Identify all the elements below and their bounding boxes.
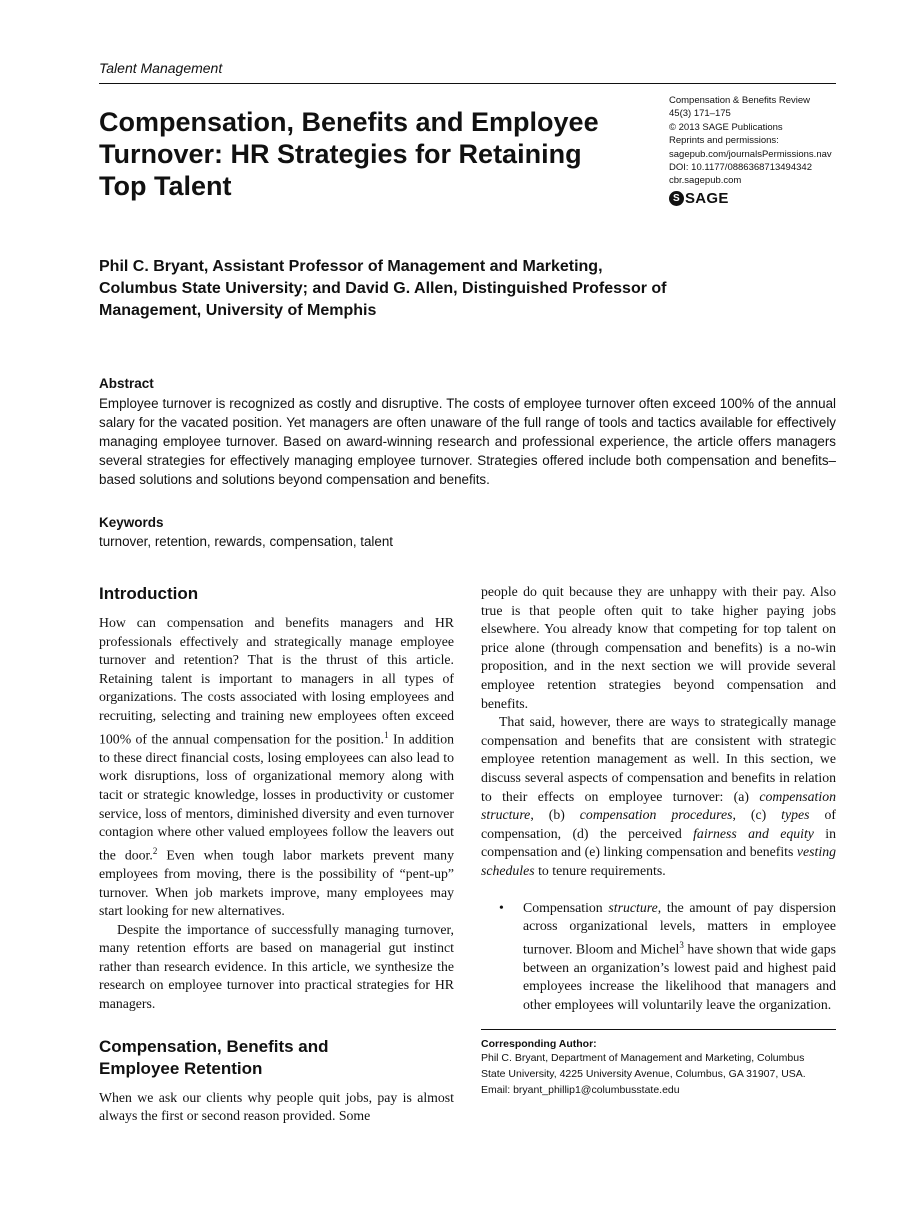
journal-info [669, 94, 832, 188]
p2-text-f: to tenure requirements. [534, 862, 666, 878]
corresponding-author-heading: Corresponding Author: [481, 1037, 597, 1050]
intro-p1-text-b: In addition to these direct financial costs, losing employees can also lead to work disruptions, loss of organizational memory along with tacit or strategic knowledge, losses in productivity or customer service, loss of mentors, diminished diversity and even turnover contagion where other valued employees follow the leavers out the door. [99, 731, 454, 863]
bullet-text [523, 899, 836, 1015]
compensation-heading-line-2: Employee Retention [99, 1058, 263, 1078]
abstract-heading: Abstract [99, 376, 154, 391]
p2-text-a: That said, however, there are ways to strategically manage compensation and benefits that are consistent with strategic employee retention management as well. In this section, we discuss several aspects of compensation and benefits in relation to their effects on employee turnover: (a) [481, 714, 836, 804]
title-line-1: Compensation, Benefits and Employee [99, 107, 599, 137]
compensation-heading [99, 1036, 454, 1080]
bullet-text-b: , the amount of pay dispersion across organizational levels, matters in employee turnover. Bloom and Michel [523, 899, 836, 957]
sage-logo-icon: S [669, 191, 684, 206]
bullet-text-a: Compensation [523, 899, 609, 915]
right-column [481, 583, 836, 1098]
intro-paragraph-2: Despite the importance of successfully managing turnover, many retention efforts are based on managerial gut instinct rather than research evidence. In this article, we synthesize the research on employee turnover into practical strategies for HR managers. [99, 921, 454, 1012]
journal-doi[interactable]: DOI: 10.1177/0886368713494342 [669, 162, 812, 174]
section-label: Talent Management [99, 60, 223, 76]
journal-url[interactable]: cbr.sagepub.com [669, 175, 742, 187]
p2-text-e: in compensation and (e) linking compensation and benefits [481, 825, 837, 860]
p2-text-c: , (c) [732, 807, 782, 823]
header-divider [99, 83, 836, 84]
keywords-heading: Keywords [99, 515, 164, 530]
footnote-divider [481, 1029, 836, 1030]
author-line-1: Phil C. Bryant, Assistant Professor of Management and Marketing, [99, 258, 603, 275]
journal-volume: 45(3) 171–175 [669, 108, 731, 120]
author-line-3: Management, University of Memphis [99, 302, 377, 319]
p2-text-d: of compensation, (d) the perceived [481, 807, 836, 841]
footnote-ref-1[interactable]: 1 [384, 729, 389, 740]
author-block [99, 256, 799, 322]
corresponding-line-1: Phil C. Bryant, Department of Management and Marketing, Columbus [481, 1051, 805, 1064]
right-paragraph-1: people do quit because they are unhappy with their pay. Also true is that people often quit to take higher paying jobs elsewhere. You already know that competing for top talent on price alone (through compensation and benefits) is a no-win proposition, and in the next section we will provide several employee retention strategies beyond compensation and benefits. [481, 584, 836, 711]
intro-p1-text-c: Even when tough labor markets prevent many employees from moving, there is the possibility of “pent-up” turnover. When job markets improve, many employees may start looking for new alternatives. [99, 847, 454, 919]
footnote-ref-3[interactable]: 3 [679, 939, 684, 950]
title-line-2: Turnover: HR Strategies for Retaining [99, 139, 582, 169]
left-column [99, 583, 454, 1126]
p2-italic-structure: compensation structure [481, 788, 836, 823]
p2-italic-vesting: vesting schedules [481, 844, 836, 878]
journal-copyright: © 2013 SAGE Publications [669, 121, 783, 133]
footnote-ref-2[interactable]: 2 [152, 845, 158, 856]
sage-logo [669, 190, 729, 207]
corresponding-author-details [481, 1050, 836, 1098]
bullet-icon: • [499, 899, 504, 915]
introduction-heading: Introduction [99, 584, 199, 603]
journal-permissions-label: Reprints and permissions: [669, 135, 779, 147]
p2-italic-fairness: fairness and equity [693, 825, 814, 841]
p2-italic-types: types [781, 807, 810, 823]
compensation-heading-line-1: Compensation, Benefits and [99, 1036, 329, 1056]
journal-permissions-link[interactable]: sagepub.com/journalsPermissions.nav [669, 148, 832, 160]
corresponding-email[interactable]: Email: bryant_phillip1@columbusstate.edu [481, 1083, 680, 1096]
p2-italic-procedures: compensation procedures [579, 807, 733, 823]
compensation-paragraph-1: When we ask our clients why people quit jobs, pay is almost always the first or second reason provided. Some [99, 1089, 454, 1124]
author-line-2: Columbus State University; and David G. Allen, Distinguished Professor of [99, 280, 667, 297]
bullet-italic-structure: structure [608, 899, 658, 915]
sage-logo-text: SAGE [685, 190, 729, 207]
bullet-text-c: have shown that wide gaps between an organization’s lowest paid and highest paid employees increase the likelihood that managers and other employees will voluntarily leave the organization. [523, 941, 836, 1013]
intro-paragraph-1 [99, 614, 454, 921]
abstract-text: Employee turnover is recognized as costly and disruptive. The costs of employee turnover often exceed 100% of the annual salary for the vacated position. Yet managers are often unaware of the full range of tools and tactics available for effectively managing employee turnover. Based on award-winning research and professional experience, the article offers managers several strategies for effectively managing employee turnover. Strategies offered include both compensation and benefits–based solutions and solutions beyond compensation and benefits. [99, 396, 836, 487]
article-title [99, 106, 639, 202]
journal-name: Compensation & Benefits Review [669, 95, 810, 106]
bullet-item-structure [481, 899, 836, 1015]
corresponding-line-2: State University, 4225 University Avenue, Columbus, GA 31907, USA. [481, 1067, 806, 1080]
p2-text-b: , (b) [530, 807, 580, 823]
intro-p1-text-a: How can compensation and benefits managers and HR professionals effectively and strategically manage employee turnover and retention? That is the thrust of this article. Retaining talent is important to managers in all types of organizations. The costs associated with losing employees and recruiting, selecting and training new employees often exceed 100% of the annual compensation for the position. [99, 615, 454, 747]
title-line-3: Top Talent [99, 171, 232, 201]
right-paragraph-2 [481, 713, 836, 880]
keywords-text: turnover, retention, rewards, compensation, talent [99, 534, 394, 549]
